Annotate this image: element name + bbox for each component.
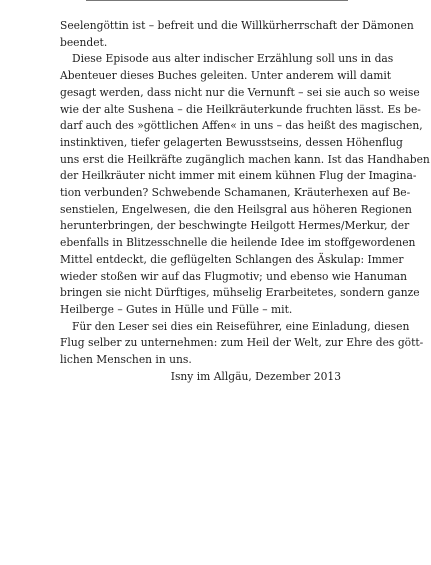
text-line: bringen sie nicht Dürftiges, mühselig Erarbeitetes, sondern ganze: [60, 286, 420, 300]
text-line: Diese Episode aus alter indischer Erzählung soll uns in das: [72, 52, 394, 66]
text-line: gesagt werden, dass nicht nur die Vernunft – sei sie auch so weise: [60, 85, 420, 99]
text-line: lichen Menschen in uns.: [60, 353, 192, 367]
text-line: herunterbringen, der beschwingte Heilgott Hermes/Merkur, der: [60, 219, 410, 233]
text-line: instinktiven, tiefer gelagerten Bewusstseins, dessen Höhenflug: [60, 135, 403, 149]
body-paragraph: [60, 319, 424, 369]
text-line: uns erst die Heilkräfte zugänglich machen kann. Ist das Handhaben: [60, 152, 430, 166]
text-line: Abenteuer dieses Buches geleiten. Unter anderem will damit: [60, 69, 392, 83]
body-paragraph: [60, 51, 430, 318]
text-line: wie der alte Sushena – die Heilkräuterkunde fruchten lässt. Es be-: [60, 102, 421, 116]
top-rule: [86, 0, 348, 1]
text-line: der Heilkräuter nicht immer mit einem kühnen Flug der Imagina-: [60, 169, 417, 183]
text-line: Mittel entdeckt, die geflügelten Schlangen des Äskulap: Immer: [60, 252, 404, 266]
text-line: senstielen, Engelwesen, die den Heilsgral aus höheren Regionen: [60, 202, 412, 216]
text-line: tion verbunden? Schwebende Schamanen, Kräuterhexen auf Be-: [60, 186, 411, 200]
text-line: darf auch des »göttlichen Affen« in uns – das heißt des magischen,: [60, 119, 423, 133]
text-line: Heilberge – Gutes in Hülle und Fülle – mit.: [60, 302, 293, 316]
text-line: Seelengöttin ist – befreit und die Willkürherrschaft der Dämonen: [60, 19, 414, 32]
text-line: beendet.: [60, 35, 108, 49]
page-body: [60, 18, 430, 385]
text-line: Für den Leser sei dies ein Reiseführer, eine Einladung, diesen: [72, 319, 410, 333]
text-line: wieder stoßen wir auf das Flugmotiv; und ebenso wie Hanuman: [60, 269, 408, 283]
place-date-signature: Isny im Allgäu, Dezember 2013: [170, 369, 341, 383]
text-line: ebenfalls in Blitzesschnelle die heilende Idee im stoffgewordenen: [60, 236, 416, 250]
text-line: Flug selber zu unternehmen: zum Heil der Welt, zur Ehre des gött-: [60, 336, 424, 350]
body-paragraph: [60, 18, 414, 51]
